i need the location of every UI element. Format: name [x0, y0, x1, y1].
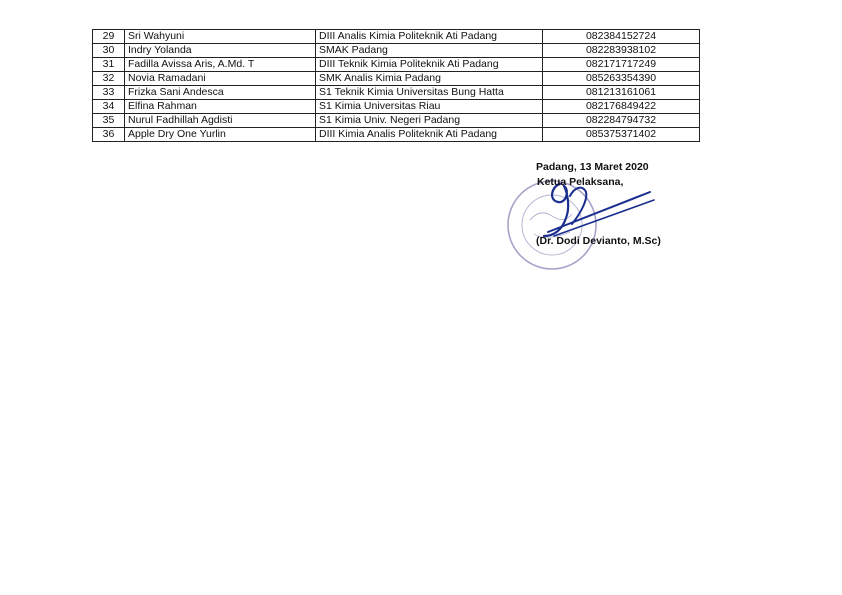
row-number: 30 — [93, 44, 125, 58]
participant-phone: 081213161061 — [543, 86, 700, 100]
participant-phone: 085263354390 — [543, 72, 700, 86]
row-number: 34 — [93, 100, 125, 114]
participant-phone: 082284794732 — [543, 114, 700, 128]
participant-name: Fadilla Avissa Aris, A.Md. T — [125, 58, 316, 72]
participant-name: Indry Yolanda — [125, 44, 316, 58]
participant-phone: 082283938102 — [543, 44, 700, 58]
table-row — [93, 86, 700, 100]
participant-institution: DIII Kimia Analis Politeknik Ati Padang — [316, 128, 543, 142]
participant-institution: DIII Teknik Kimia Politeknik Ati Padang — [316, 58, 543, 72]
participant-institution: DIII Analis Kimia Politeknik Ati Padang — [316, 30, 543, 44]
table-row — [93, 58, 700, 72]
row-number: 32 — [93, 72, 125, 86]
signer-name: (Dr. Dodi Devianto, M.Sc) — [536, 235, 661, 247]
participant-phone: 082384152724 — [543, 30, 700, 44]
participant-institution: S1 Teknik Kimia Universitas Bung Hatta — [316, 86, 543, 100]
participant-institution: SMAK Padang — [316, 44, 543, 58]
participant-phone: 082176849422 — [543, 100, 700, 114]
participant-name: Novia Ramadani — [125, 72, 316, 86]
signature-block — [500, 160, 700, 290]
row-number: 31 — [93, 58, 125, 72]
participant-name: Sri Wahyuni — [125, 30, 316, 44]
participant-phone: 085375371402 — [543, 128, 700, 142]
row-number: 35 — [93, 114, 125, 128]
participants-table — [92, 29, 700, 142]
signature-place-date: Padang, 13 Maret 2020 — [536, 161, 649, 173]
row-number: 29 — [93, 30, 125, 44]
participant-institution: S1 Kimia Universitas Riau — [316, 100, 543, 114]
participant-name: Nurul Fadhillah Agdisti — [125, 114, 316, 128]
table-row — [93, 44, 700, 58]
participant-institution: SMK Analis Kimia Padang — [316, 72, 543, 86]
table-row — [93, 114, 700, 128]
row-number: 33 — [93, 86, 125, 100]
participant-name: Frizka Sani Andesca — [125, 86, 316, 100]
participant-institution: S1 Kimia Univ. Negeri Padang — [316, 114, 543, 128]
participant-phone: 082171717249 — [543, 58, 700, 72]
table-row — [93, 72, 700, 86]
table-row — [93, 128, 700, 142]
participant-name: Elfina Rahman — [125, 100, 316, 114]
signature-role: Ketua Pelaksana, — [537, 176, 624, 188]
table-row — [93, 100, 700, 114]
participant-name: Apple Dry One Yurlin — [125, 128, 316, 142]
table-row — [93, 30, 700, 44]
row-number: 36 — [93, 128, 125, 142]
